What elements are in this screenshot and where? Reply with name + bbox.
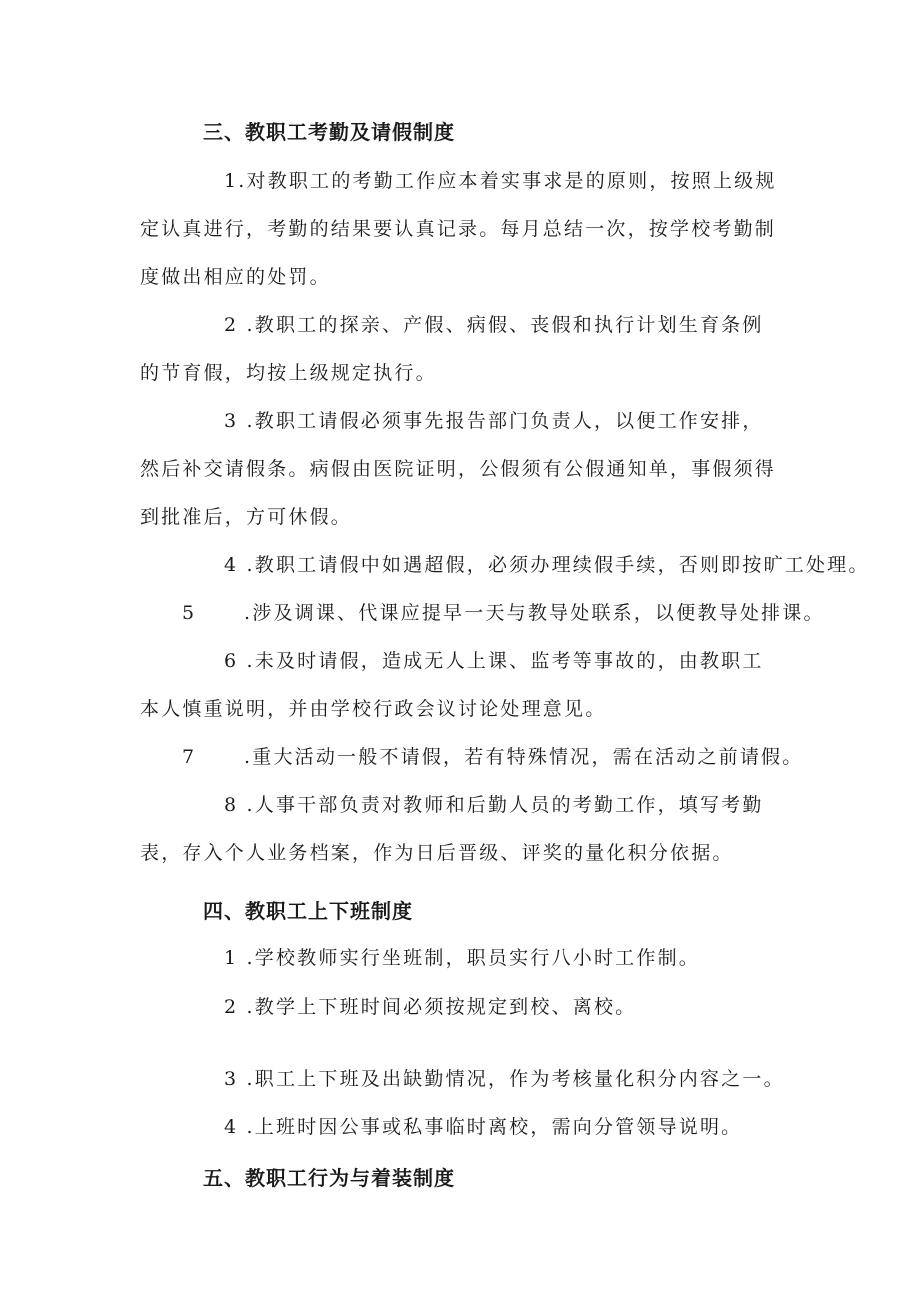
item-number: 2 . xyxy=(224,314,255,336)
attendance-item-3 xyxy=(140,397,780,541)
attendance-item-2 xyxy=(140,301,780,397)
work-hours-item-1 xyxy=(140,934,780,982)
item-text: .重大活动一般不请假，若有特殊情况，需在活动之前请假。 xyxy=(244,746,804,768)
item-number: 3 . xyxy=(224,1068,255,1090)
item-text: .涉及调课、代课应提早一天与教导处联系，以便教导处排课。 xyxy=(244,602,825,624)
section-heading-work-hours: 四、教职工上下班制度 xyxy=(203,899,413,923)
item-text: 职工上下班及出缺勤情况，作为考核量化积分内容之一。 xyxy=(254,1068,785,1090)
attendance-item-6 xyxy=(140,637,780,733)
attendance-item-4 xyxy=(140,541,870,589)
section-heading-conduct-dress: 五、教职工行为与着装制度 xyxy=(203,1166,455,1190)
work-hours-item-4 xyxy=(140,1103,780,1151)
item-number: 4 . xyxy=(224,1116,255,1138)
item-text: 未及时请假，造成无人上课、监考等事故的，由教职工本人慎重说明，并由学校行政会议讨论处理意见。 xyxy=(140,650,764,720)
work-hours-item-2 xyxy=(140,983,780,1031)
item-text: 对教职工的考勤工作应本着实事求是的原则，按照上级规定认真进行，考勤的结果要认真记录。每月总结一次，按学校考勤制度做出相应的处罚。 xyxy=(140,170,777,288)
item-text: 教职工请假必须事先报告部门负责人，以便工作安排，然后补交请假条。病假由医院证明，公假须有公假通知单，事假须得到批准后，方可休假。 xyxy=(140,410,777,528)
attendance-item-1 xyxy=(140,157,780,301)
item-text: 教职工请假中如遇超假，必须办理续假手续，否则即按旷工处理。 xyxy=(254,554,870,576)
item-text: 教学上下班时间必须按规定到校、离校。 xyxy=(254,996,637,1018)
item-text: 上班时因公事或私事临时离校，需向分管领导说明。 xyxy=(254,1116,743,1138)
attendance-item-5 xyxy=(140,589,825,637)
item-number: 3 . xyxy=(224,410,255,432)
item-number: 8 . xyxy=(224,794,255,816)
item-text: 教职工的探亲、产假、病假、丧假和执行计划生育条例的节育假，均按上级规定执行。 xyxy=(140,314,764,384)
item-number: 1. xyxy=(224,170,247,192)
item-number: 5 xyxy=(182,602,197,624)
work-hours-item-3 xyxy=(140,1055,785,1103)
item-number: 4 . xyxy=(224,554,255,576)
item-number: 2 . xyxy=(224,996,255,1018)
item-number: 1 . xyxy=(224,947,255,969)
item-text: 学校教师实行坐班制，职员实行八小时工作制。 xyxy=(254,947,700,969)
item-number: 6 . xyxy=(224,650,255,672)
item-text: 人事干部负责对教师和后勤人员的考勤工作，填写考勤表，存入个人业务档案，作为日后晋级、评奖的量化积分依据。 xyxy=(140,794,764,864)
attendance-item-8 xyxy=(140,781,780,877)
attendance-item-7 xyxy=(140,733,804,781)
section-heading-attendance: 三、教职工考勤及请假制度 xyxy=(203,120,455,144)
item-number: 7 xyxy=(182,746,197,768)
